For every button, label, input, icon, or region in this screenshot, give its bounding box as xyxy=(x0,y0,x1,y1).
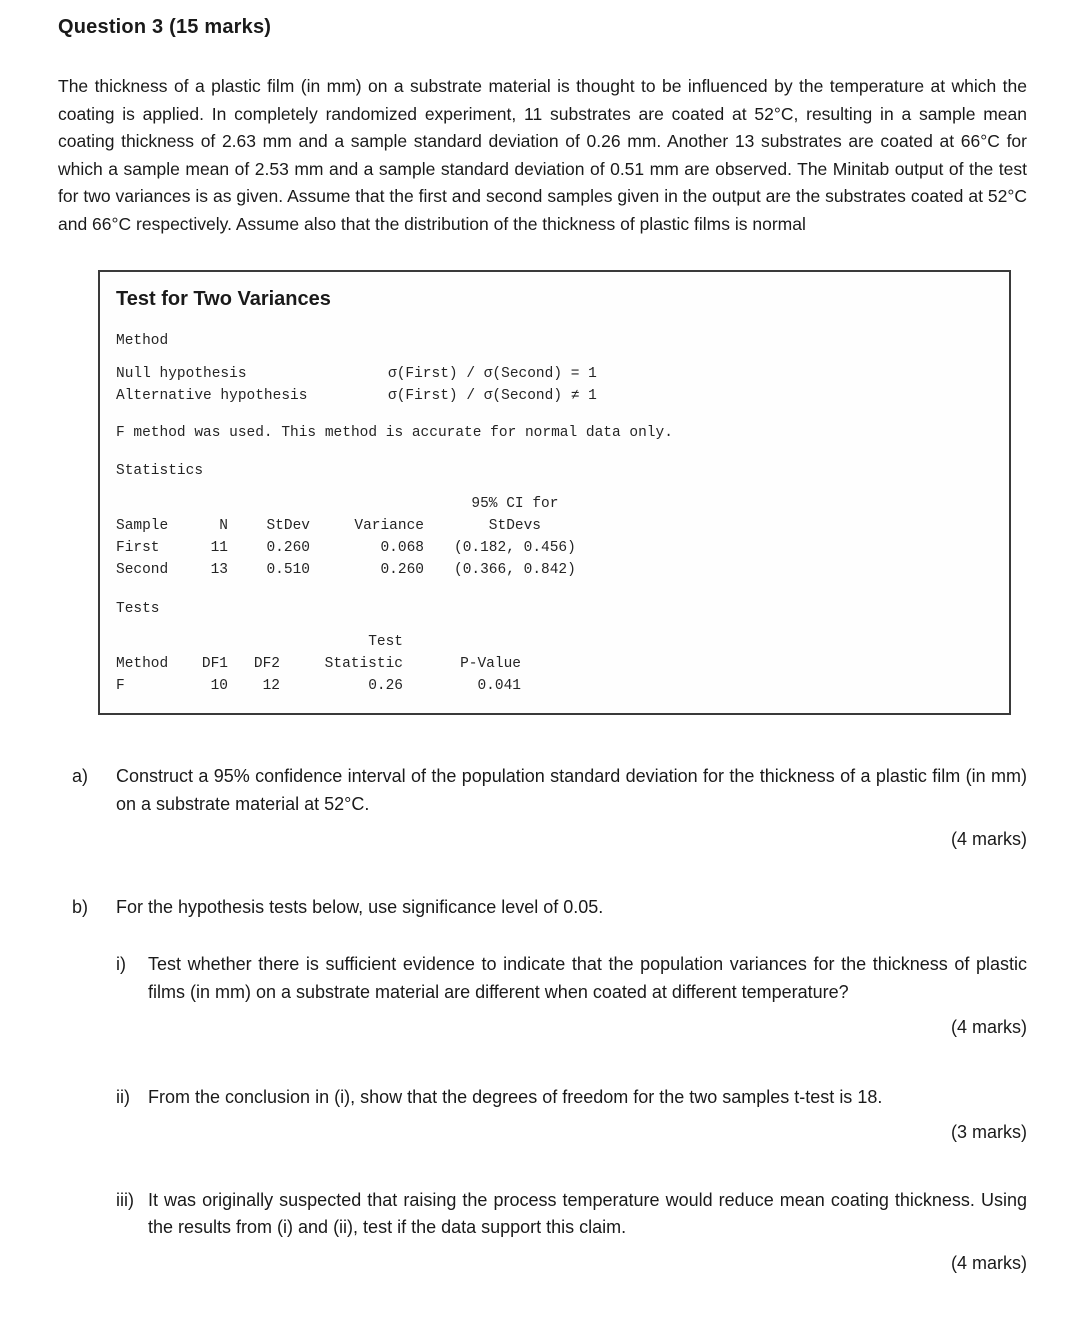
part-b-sub-ii-text: From the conclusion in (i), show that the degrees of freedom for the two samples t-test is 18. xyxy=(148,1086,883,1107)
question-intro: The thickness of a plastic film (in mm) on a substrate material is thought to be influenced by the temperature at which the coating is applied. In completely randomized experiment, 11 substrates are coated at 52°C, resulting in a sample mean coating thickness of 2.63 mm and a sample standard deviation of 0.26 mm. Another 13 substrates are coated at 66°C for which a sample mean of 2.53 mm and a sample standard deviation of 0.51 mm are observed. The Minitab output of the test for two variances is as given. Assume that the first and second samples given in the output are the substrates coated at 52°C and 66°C respectively. Assume also that the distribution of the thickness of plastic films is normal xyxy=(58,76,1027,234)
hypotheses-table xyxy=(116,363,597,407)
tests-table xyxy=(116,631,521,697)
part-a xyxy=(58,763,1027,854)
part-a-marks: (4 marks) xyxy=(951,829,1027,849)
stats-header-n: N xyxy=(219,518,228,534)
tests-section-label: Tests xyxy=(116,601,160,617)
part-b-sub-iii-marks: (4 marks) xyxy=(951,1252,1027,1273)
minitab-title: Test for Two Variances xyxy=(116,288,331,310)
stats-cell-ci: (0.182, 0.456) xyxy=(454,540,576,556)
tests-header-df1: DF1 xyxy=(201,656,228,672)
tests-stat-header-top: Test xyxy=(368,634,403,650)
stats-cell-sample: Second xyxy=(116,562,169,578)
part-b-sub-iii xyxy=(116,1187,1027,1278)
tests-row-f xyxy=(116,675,521,697)
tests-stat-header-row xyxy=(116,631,521,653)
part-b-sub-ii xyxy=(116,1084,1027,1147)
question-title: Question 3 (15 marks) xyxy=(58,16,272,38)
part-b-text: For the hypothesis tests below, use significance level of 0.05. xyxy=(116,896,604,917)
stats-header-variance: Variance xyxy=(354,518,424,534)
stats-cell-variance: 0.068 xyxy=(380,540,424,556)
tests-cell-pvalue: 0.041 xyxy=(477,678,521,694)
stats-row-second xyxy=(116,559,576,581)
tests-cell-statistic: 0.26 xyxy=(368,678,403,694)
part-b-sub-i xyxy=(116,951,1027,1042)
stats-cell-n: 13 xyxy=(210,562,228,578)
method-section-label: Method xyxy=(116,333,169,349)
part-b-sub-iii-label: iii) xyxy=(116,1189,134,1210)
tests-cell-df2: 12 xyxy=(262,678,280,694)
alternative-hypothesis-row xyxy=(116,385,597,407)
part-b-sub-iii-text: It was originally suspected that raising the process temperature would reduce mean coating thickness. Using the results from (i) and (ii), test if the data support this claim. xyxy=(148,1189,1027,1237)
stats-row-first xyxy=(116,537,576,559)
stats-cell-stdev: 0.510 xyxy=(266,562,310,578)
statistics-section-label: Statistics xyxy=(116,463,204,479)
stats-header-row xyxy=(116,515,576,537)
tests-cell-method: F xyxy=(116,678,125,694)
tests-cell-df1: 10 xyxy=(210,678,228,694)
null-hypothesis-label: Null hypothesis xyxy=(116,366,247,382)
tests-header-row xyxy=(116,653,521,675)
stats-cell-ci: (0.366, 0.842) xyxy=(454,562,576,578)
part-b xyxy=(58,894,1027,1278)
tests-header-pvalue: P-Value xyxy=(460,656,521,672)
alternative-hypothesis-label: Alternative hypothesis xyxy=(116,388,308,404)
stats-header-stdev: StDev xyxy=(266,518,310,534)
stats-ci-header-row xyxy=(116,493,576,515)
statistics-table xyxy=(116,493,576,581)
tests-header-statistic: Statistic xyxy=(324,656,403,672)
method-note: F method was used. This method is accurate for normal data only. xyxy=(116,425,673,441)
tests-header-df2: DF2 xyxy=(253,656,280,672)
null-hypothesis-row xyxy=(116,363,597,385)
stats-ci-header-bottom: StDevs xyxy=(488,518,542,534)
stats-cell-sample: First xyxy=(116,540,160,556)
stats-cell-variance: 0.260 xyxy=(380,562,424,578)
minitab-output-box xyxy=(98,270,1011,715)
stats-cell-stdev: 0.260 xyxy=(266,540,310,556)
stats-ci-header-top: 95% CI for xyxy=(471,496,559,512)
part-b-sub-i-text: Test whether there is sufficient evidence to indicate that the population variances for the thickness of plastic films (in mm) on a substrate material are different when coated at different temperature? xyxy=(148,954,1027,1002)
tests-header-method: Method xyxy=(116,656,169,672)
part-a-text: Construct a 95% confidence interval of the population standard deviation for the thickness of a plastic film (in mm) on a substrate material at 52°C. xyxy=(116,766,1027,814)
part-b-sub-ii-marks: (3 marks) xyxy=(951,1122,1027,1142)
null-hypothesis-value: σ(First) / σ(Second) = 1 xyxy=(388,366,597,382)
part-b-sub-i-label: i) xyxy=(116,954,126,974)
part-b-label: b) xyxy=(72,896,89,917)
stats-cell-n: 11 xyxy=(210,540,228,556)
part-a-label: a) xyxy=(72,766,89,786)
part-b-sub-i-marks: (4 marks) xyxy=(951,1017,1027,1037)
part-b-sub-ii-label: ii) xyxy=(116,1086,130,1107)
alternative-hypothesis-value: σ(First) / σ(Second) ≠ 1 xyxy=(388,388,597,404)
stats-header-sample: Sample xyxy=(116,518,169,534)
